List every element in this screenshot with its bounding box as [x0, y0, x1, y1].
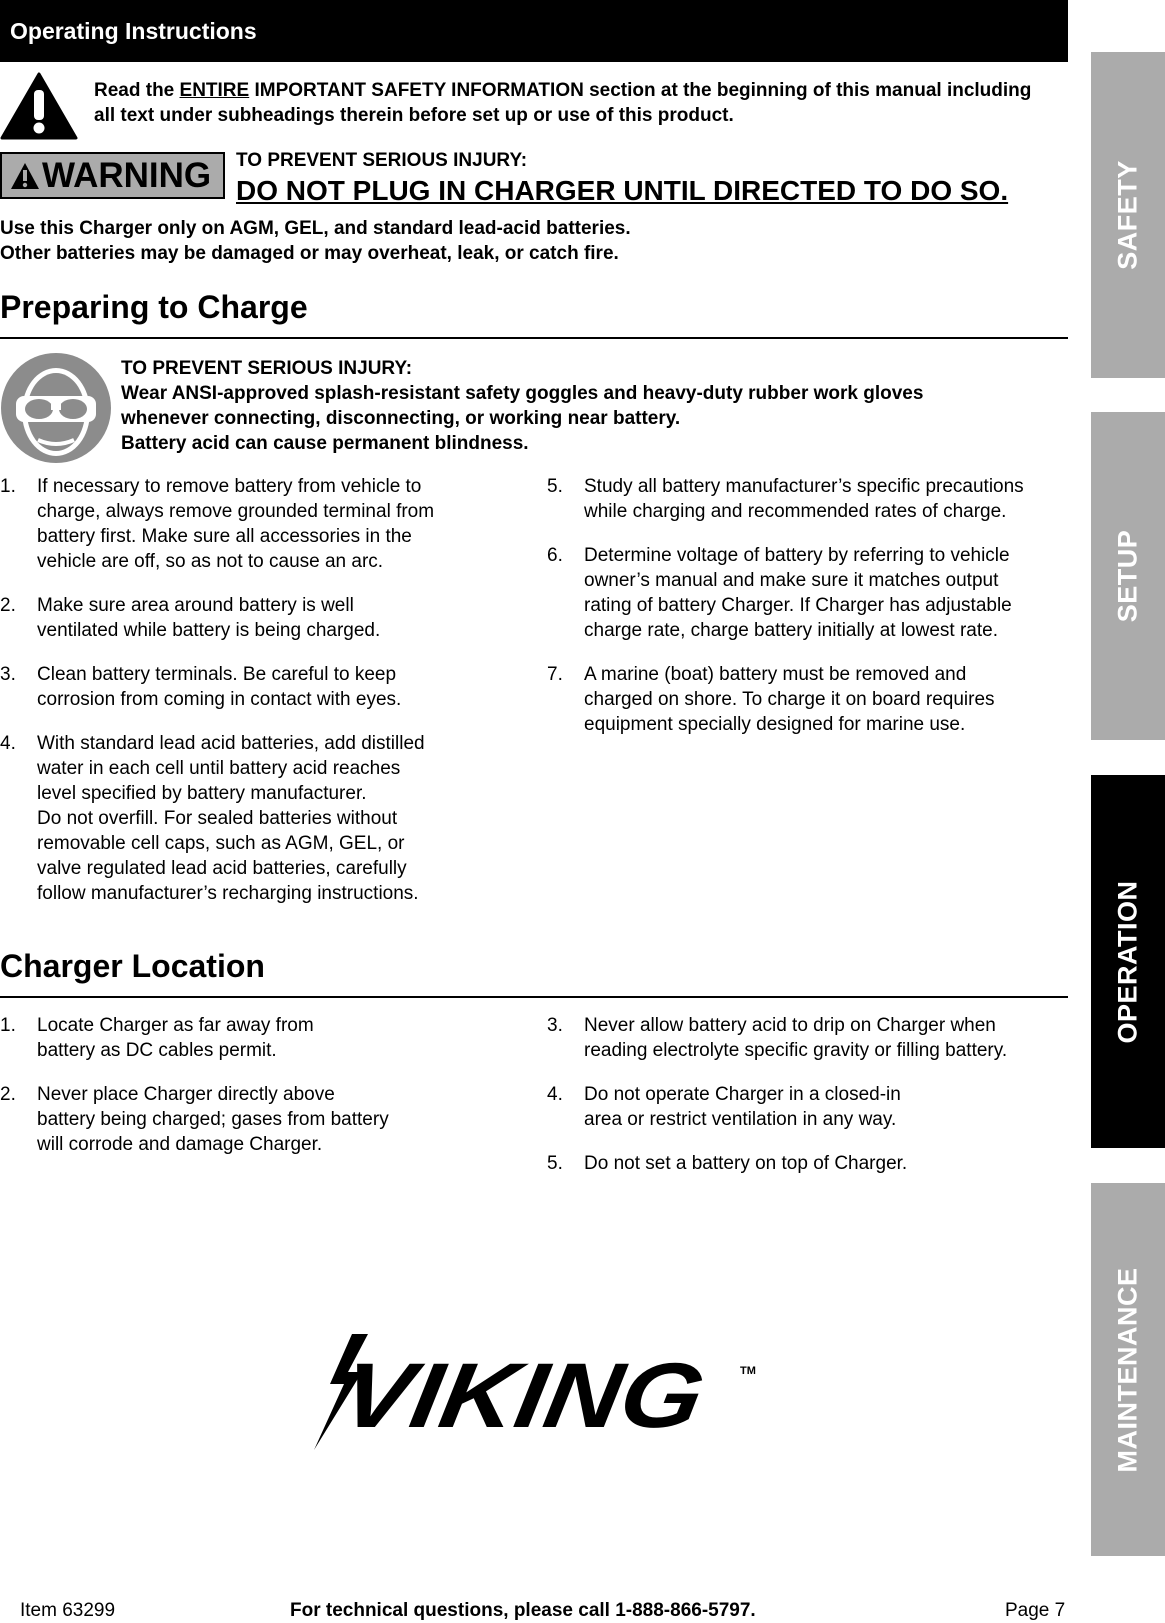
tab-maintenance[interactable]: MAINTENANCE [1091, 1183, 1165, 1556]
preparing-list-left [0, 474, 520, 906]
page-number: Page 7 [1005, 1600, 1066, 1621]
trademark-mark: TM [740, 1365, 756, 1377]
read-notice-text: Read the ENTIRE IMPORTANT SAFETY INFORMATION section at the beginning of this manual including all text under subheadings therein before set up or use of this product. [94, 80, 1032, 126]
battery-type-notice: Use this Charger only on AGM, GEL, and standard lead-acid batteries. Other batteries may be damaged or may overheat, leak, or catch fire. [0, 218, 631, 264]
tab-operation[interactable]: OPERATION [1091, 775, 1165, 1148]
tab-setup[interactable]: SETUP [1091, 412, 1165, 740]
list-item: 3. Never allow battery acid to drip on Charger when reading electrolyte specific gravity or filling battery. [547, 1015, 1008, 1061]
warning-label: WARNING [42, 156, 212, 195]
warning-badge [0, 152, 225, 199]
warning-triangle-icon [10, 162, 40, 190]
goggles-notice-text: TO PREVENT SERIOUS INJURY: Wear ANSI-approved splash-resistant safety goggles and heavy-duty rubber work gloves whenever connecting, disconnecting, or working near battery. Battery acid can cause permanent blindness. [121, 358, 924, 454]
list-item: 4. With standard lead acid batteries, add distilled water in each cell until battery acid reaches level specified by battery manufacturer. Do not overfill. For sealed batteries without removable cell caps, such as AGM, GEL, or valve regulated lead acid batteries, carefully follow manufacturer’s recharging instructions. [0, 733, 425, 904]
location-list-right [547, 1013, 1068, 1176]
safety-goggles-icon [0, 352, 112, 464]
list-item: 3. Clean battery terminals. Be careful to keep corrosion from coming in contact with eyes. [0, 664, 402, 710]
goggles-notice [0, 352, 1068, 462]
list-item: 2. Never place Charger directly above battery being charged; gases from battery will corrode and damage Charger. [0, 1084, 389, 1155]
entire-emphasis: ENTIRE [179, 80, 250, 101]
read-notice [0, 70, 1068, 140]
warning-message: DO NOT PLUG IN CHARGER UNTIL DIRECTED TO DO SO. [236, 175, 1009, 206]
warning-subtitle: TO PREVENT SERIOUS INJURY: [236, 150, 528, 171]
section-header: Operating Instructions [0, 0, 1068, 62]
preparing-title: Preparing to Charge [0, 289, 308, 325]
section-divider [0, 996, 1068, 998]
tab-safety[interactable]: SAFETY [1091, 52, 1165, 378]
logo-wordmark: VIKING [333, 1343, 669, 1447]
list-item: 4. Do not operate Charger in a closed-in area or restrict ventilation in any way. [547, 1084, 901, 1130]
location-list-left [0, 1013, 520, 1157]
list-item: 1. If necessary to remove battery from vehicle to charge, always remove grounded terminal from battery first. Make sure all accessories in the vehicle are off, so as not to cause an arc. [0, 476, 435, 572]
viking-logo [310, 1332, 760, 1452]
location-title: Charger Location [0, 948, 265, 984]
section-divider [0, 337, 1068, 339]
warning-triangle-icon [0, 72, 78, 140]
list-item: 7. A marine (boat) battery must be removed and charged on shore. To charge it on board requires equipment specially designed for marine use. [547, 664, 995, 735]
preparing-list-right [547, 474, 1068, 737]
item-number: Item 63299 [20, 1600, 116, 1621]
list-item: 5. Study all battery manufacturer’s specific precautions while charging and recommended rates of charge. [547, 476, 1024, 522]
list-item: 2. Make sure area around battery is well ventilated while battery is being charged. [0, 595, 381, 641]
list-item: 6. Determine voltage of battery by referring to vehicle owner’s manual and make sure it matches output rating of battery Charger. If Charger has adjustable charge rate, charge battery initially at lowest rate. [547, 545, 1012, 641]
list-item: 1. Locate Charger as far away from battery as DC cables permit. [0, 1015, 314, 1061]
list-item: 5. Do not set a battery on top of Charger. [547, 1153, 908, 1174]
support-phone: For technical questions, please call 1-888-866-5797. [290, 1600, 756, 1621]
